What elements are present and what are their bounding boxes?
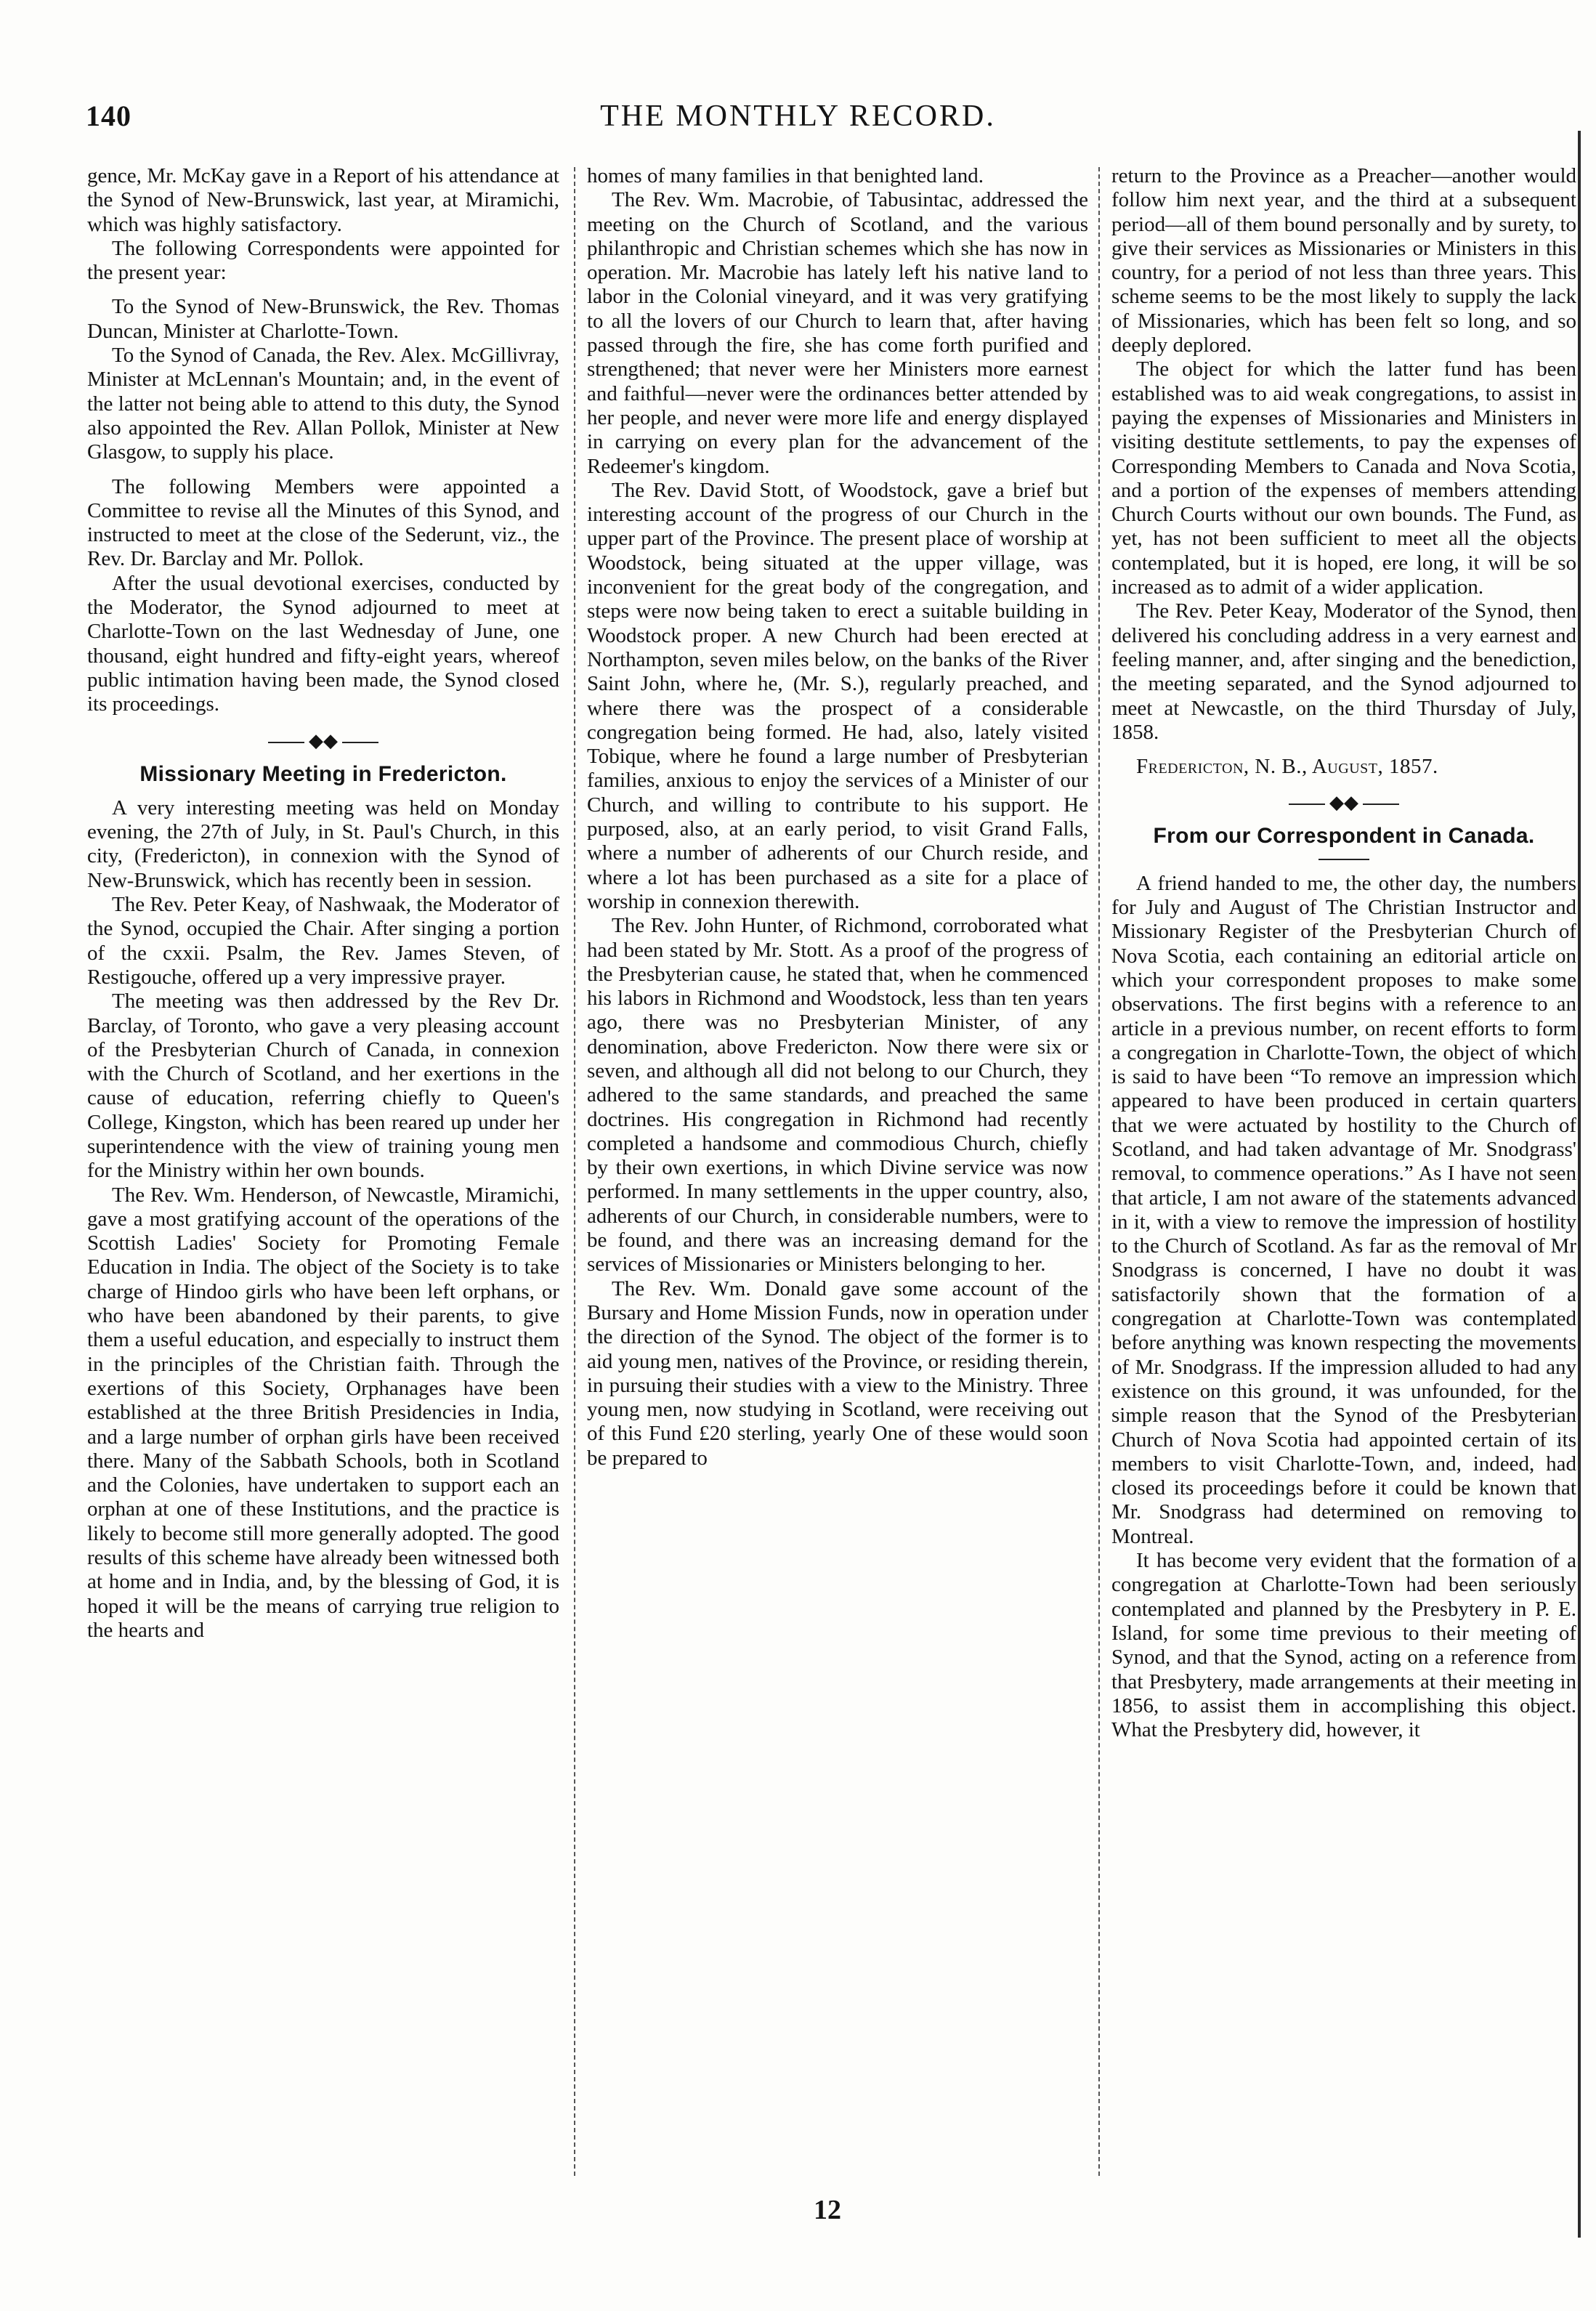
running-title: THE MONTHLY RECORD. — [600, 100, 996, 133]
section-title-missionary-meeting: Missionary Meeting in Fredericton. — [139, 761, 507, 786]
column-right — [1111, 164, 1576, 2177]
paragraph: The following Correspondents were appointed for the present year: — [87, 236, 559, 285]
paragraph: The Rev. Peter Keay, of Nashwaak, the Moderator of the Synod, occupied the Chair. After singing a portion of the cxxii. Psalm, the Rev. James Steven, of Restigouche, offered up a very impressive prayer. — [87, 893, 559, 989]
paragraph: The Rev. Wm. Macrobie, of Tabusintac, addressed the meeting on the Church of Scotland, and the various philanthropic and Christian schemes which she has now in operation. Mr. Macrobie has lately left his native land to labor in the Colonial vineyard, and it was very gratifying to all the lovers of our Church to learn that, after having passed through the fire, she has come forth purified and strengthened; that never were her Ministers more earnest and faithful—never were the ordinances better attended by her people, and never were more life and energy displayed in carrying on every plan for the advancement of the Redeemer's kingdom. — [587, 188, 1088, 478]
paragraph: The Rev. Peter Keay, Moderator of the Synod, then delivered his concluding address in a very earnest and feeling manner, and, after singing and the benediction, the meeting separated, and the Synod adjourned to meet at Newcastle, on the third Thursday of July, 1858. — [1111, 599, 1576, 744]
section-ornament: ◆◆ — [87, 732, 559, 750]
title-rule — [1318, 859, 1369, 860]
paragraph: gence, Mr. McKay gave in a Report of his attendance at the Synod of New-Brunswick, last year, at Miramichi, which was highly satisfactory. — [87, 164, 559, 236]
paragraph: A friend handed to me, the other day, the numbers for July and August of The Christian Instructor and Missionary Register of the Presbyterian Church of Nova Scotia, each containing an editorial article on which your correspondent proposes to make some observations. The first begins with a reference to an article in a previous number, on recent efforts to form a congregation in Charlotte-Town, the object of which is said to have been “To remove an impression which appeared to have been produced in certain quarters that we were actuated by hostility to the Church of Scotland, and had taken advantage of Mr. Snodgrass' removal, to commence operations.” As I have not seen that article, I am not aware of the statements advanced in it, with a view to remove the impression of hostility to the Church of Scotland. As far as the removal of Mr Snodgrass is concerned, I have no doubt it was satisfactorily shown that the formation of a congregation at Charlotte-Town was contemplated before anything was known respecting the movements of Mr. Snodgrass. If the impression alluded to had any existence on this ground, it was unfounded, for the simple reason that the Synod of the Presbyterian Church of Nova Scotia had appointed certain of its members to visit Charlotte-Town, and, indeed, had closed its proceedings before it could be known that Mr. Snodgrass had determined on removing to Montreal. — [1111, 871, 1576, 1548]
paragraph: After the usual devotional exercises, conducted by the Moderator, the Synod adjourned to meet at Charlotte-Town on the last Wednesday of June, one thousand, eight hundred and fifty-eight years, whereof public intimation having been made, the Synod closed its proceedings. — [87, 571, 559, 716]
column-divider — [1098, 167, 1100, 2176]
paragraph: return to the Province as a Preacher—another would follow him next year, and the third at a subsequent period—all of them bound personally and by surety, to give their services as Missionaries or Ministers in this country, for a period of not less than three years. This scheme seems to be the most likely to supply the lack of Missionaries, which has been felt so long, and so deeply deplored. — [1111, 164, 1576, 357]
paragraph: The Rev. Wm. Henderson, of Newcastle, Miramichi, gave a most gratifying account of the operations of the Scottish Ladies' Society for Promoting Female Education in India. The object of the Society is to take charge of Hindoo girls who have been left orphans, or who have been abandoned by their parents, to give them a useful education, and especially to instruct them in the principles of the Christian faith. Through the exertions of this Society, Orphanages have been established at the three British Presidencies in India, and a large number of orphan girls have been received there. Many of the Sabbath Schools, both in Scotland and the Colonies, have undertaken to support each an orphan at one of these Institutions, and the practice is likely to become still more generally adopted. The good results of this scheme have already been witnessed both at home and in India, and, by the blessing of God, it is hoped it will be the means of carrying true religion to the hearts and — [87, 1183, 559, 1642]
dateline: Fredericton, N. B., August, 1857. — [1136, 755, 1438, 779]
column-left — [87, 164, 559, 2177]
paragraph: The meeting was then addressed by the Rev Dr. Barclay, of Toronto, who gave a very pleasing account of the Presbyterian Church of Canada, in connexion with the Church of Scotland, and her exertions in the cause of education, referring chiefly to Queen's College, Kingston, which has been reared up under her superintendence with the view of training young men for the Ministry within her own bounds. — [87, 989, 559, 1183]
paragraph: The Rev. David Stott, of Woodstock, gave a brief but interesting account of the progress of our Church in the upper part of the Province. The present place of worship at Woodstock, being situated at the upper village, was inconvenient for the great body of the congregation, and steps were now being taken to erect a suitable building in Woodstock proper. A new Church had been erected at Northampton, seven miles below, on the banks of the River Saint John, where he, (Mr. S.), regularly preached, and where there was the prospect of a considerable congregation being formed. He had, also, lately visited Tobique, where he found a large number of Presbyterian families, anxious to enjoy the services of a Minister of our Church, and willing to contribute to his support. He purposed, also, at an early period, to visit Grand Falls, where a number of adherents of our Church reside, and where a lot has been purchased as a site for a place of worship in connexion therewith. — [587, 478, 1088, 913]
page-number: 140 — [86, 100, 131, 132]
paragraph: The object for which the latter fund has been established was to aid weak congregations, to assist in paying the expenses of Missionaries and Ministers in visiting destitute settlements, to pay the expenses of Corresponding Members to Canada and Nova Scotia, and a portion of the expenses of members attending Church Courts without our own bounds. The Fund, as yet, has not been sufficient to meet all the objects contemplated, but it is hoped, ere long, it will be so increased as to admit of a wider application. — [1111, 357, 1576, 599]
column-divider — [574, 167, 575, 2176]
paragraph: The Rev. Wm. Donald gave some account of the Bursary and Home Mission Funds, now in operation under the direction of the Synod. The object of the former is to aid young men, natives of the Province, or residing therein, in pursuing their studies with a view to the Ministry. Three young men, now studying in Scotland, were receiving out of this Fund £20 sterling, yearly One of these would soon be prepared to — [587, 1276, 1088, 1470]
paragraph: The following Members were appointed a Committee to revise all the Minutes of this Synod, and instructed to meet at the close of the Sederunt, viz., the Rev. Dr. Barclay and Mr. Pollok. — [87, 474, 559, 571]
section-ornament: ◆◆ — [1111, 793, 1576, 812]
paragraph: It has become very evident that the formation of a congregation at Charlotte-Town had been seriously contemplated and planned by the Presbytery in P. E. Island, for some time previous to their meeting of Synod, and that the Synod, acting on a reference from that Presbytery, made arrangements at their meeting in 1856, to assist them in accomplishing this object. What the Presbytery did, however, it — [1111, 1549, 1576, 1742]
column-middle — [587, 164, 1088, 2177]
signature-mark: 12 — [814, 2195, 841, 2225]
paragraph: homes of many families in that benighted land. — [587, 164, 984, 187]
paragraph: To the Synod of Canada, the Rev. Alex. McGillivray, Minister at McLennan's Mountain; and, in the event of the latter not being able to attend to this duty, the Synod also appointed the Rev. Allan Pollok, Minister at New Glasgow, to supply his place. — [87, 344, 559, 464]
section-title-correspondent-canada: From our Correspondent in Canada. — [1153, 824, 1535, 849]
page-edge-shadow — [1578, 131, 1581, 2238]
paragraph: A very interesting meeting was held on Monday evening, the 27th of July, in St. Paul's Church, in this city, (Fredericton), in connexion with the Synod of New-Brunswick, which has recently been in session. — [87, 796, 559, 892]
paragraph: The Rev. John Hunter, of Richmond, corroborated what had been stated by Mr. Stott. As a proof of the progress of the Presbyterian cause, he stated that, when he commenced his labors in Richmond and Woodstock, less than ten years ago, there was no Presbyterian Minister, of any denomination, above Fredericton. Now there were six or seven, and although all did not belong to our Church, they adhered to the same standards, and preached the same doctrines. His congregation in Richmond had recently completed a handsome and commodious Church, chiefly by their own exertions, in which Divine service was now performed. In many settlements in the upper country, also, adherents of our Church, in considerable numbers, were to be found, and there was an increasing demand for the services of Missionaries or Ministers belonging to her. — [587, 914, 1088, 1276]
paragraph: To the Synod of New-Brunswick, the Rev. Thomas Duncan, Minister at Charlotte-Town. — [87, 295, 559, 343]
